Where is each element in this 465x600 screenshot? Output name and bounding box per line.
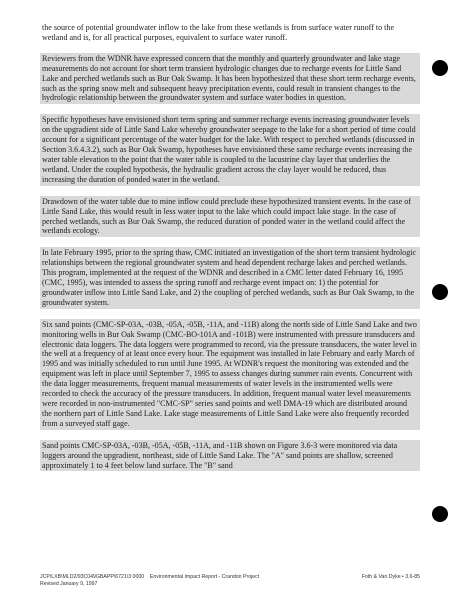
binder-hole-2 <box>432 284 448 300</box>
paragraph-1: the source of potential groundwater inflow to the lake from these wetlands is from surface water runoff to the wetland and is, for all practical purposes, equivalent to surface water runoff. <box>42 23 395 42</box>
paragraph-6: Six sand points (CMC-SP-03A, -03B, -05A, -05B, -11A, and -11B) along the north side of Little Sand Lake and two monitoring wells in Bur Oak Swamp (CMC-BO-101A and -101B) were instrumented with pressure transducers and electronic data loggers. The data loggers were programmed to record, via the pressure transducers, the water level in the well at a frequency of at least once every hour. The equipment was installed in late February and early March of 1995 and was initially scheduled to run until June 1995. At WDNR's request the monitoring was extended and the equipment was left in place until September 7, 1995 to assess changes during summer rain events. Concurrent with the data logger measurements, frequent manual measurements of water levels in the instrumented wells were recorded to check the accuracy of the pressure transducers. In addition, frequent manual water level measurements were recorded in non-instrumented "CMC-SP" series sand points and well DMA-19 which are distributed around the northern part of Little Sand Lake. Lake stage measurements of Little Sand Lake were also frequently recorded from a surveyed staff gage. <box>40 319 420 430</box>
paragraph-2: Reviewers from the WDNR have expressed concern that the monthly and quarterly groundwater and lake stage measurements do not account for short term transient hydrologic changes due to recharge events for Little Sand Lake and perched wetlands such as Bur Oak Swamp. It has been hypothesized that these short term recharge events, such as the spring snow melt and subsequent heavy precipitation events, could result in transient changes to the hydrologic relationship between the groundwater system and surface water bodies in question. <box>40 53 420 105</box>
paragraph-4: Drawdown of the water table due to mine inflow could preclude these hypothesized transient events. In the case of Little Sand Lake, this would result in less water input to the lake which could impact lake stage. In the case of perched wetlands, such as Bur Oak Swamp, the reduced duration of ponded water in the wetland could affect the wetlands ecology. <box>40 196 420 238</box>
footer-path: JCP/LXB\MLD2/93C049GBAPP\6721\3 0000 <box>40 574 145 580</box>
footer-title: Environmental Impact Report - Crandon Project <box>149 574 260 580</box>
binder-hole-3 <box>432 506 448 522</box>
footer-revised: Revised January 9, 1997 <box>40 580 98 587</box>
paragraph-5: In late February 1995, prior to the spring thaw, CMC initiated an investigation of the short term transient hydrologic relationships between the regional groundwater system and head dependent recharge lakes and perched wetlands. This program, implemented at the request of the WDNR and described in a CMC letter dated February 16, 1995 (CMC, 1995), was intended to assess the spring runoff and recharge event impact on: 1) the potential for groundwater inflow into Little Sand Lake, and 2) the coupling of perched wetlands, such as Bur Oak Swamp, to the groundwater system. <box>40 247 420 308</box>
body-text <box>40 22 420 481</box>
binder-hole-1 <box>432 60 448 76</box>
paragraph-3: Specific hypotheses have envisioned short term spring and summer recharge events increasing groundwater levels on the upgradient side of Little Sand Lake whereby groundwater seepage to the lake for a short period of time could account for a significant percentage of the water budget for the lake. With respect to perched wetlands (discussed in Section 3.6.4.3.2), such as Bur Oak Swamp, hypotheses have envisioned these same recharge events increasing the water table elevation to the point that the water table is coupled to the lacustrine clay layer that underlies the wetland. Under the coupled hypothesis, the hydraulic gradient across the clay layer would be reduced, thus increasing the duration of ponded water in the wetland. <box>40 114 420 185</box>
page-footer <box>40 574 420 587</box>
footer-company-page: Foth & Van Dyke • 3.6-85 <box>361 574 420 580</box>
paragraph-7: Sand points CMC-SP-03A, -03B, -05A, -05B, -11A, and -11B shown on Figure 3.6-3 were monitored via data loggers around the upgradient, northeast, side of Little Sand Lake. The "A" sand points are shallow, screened approximately 1 to 4 feet below land surface. The "B" sand <box>40 440 420 472</box>
